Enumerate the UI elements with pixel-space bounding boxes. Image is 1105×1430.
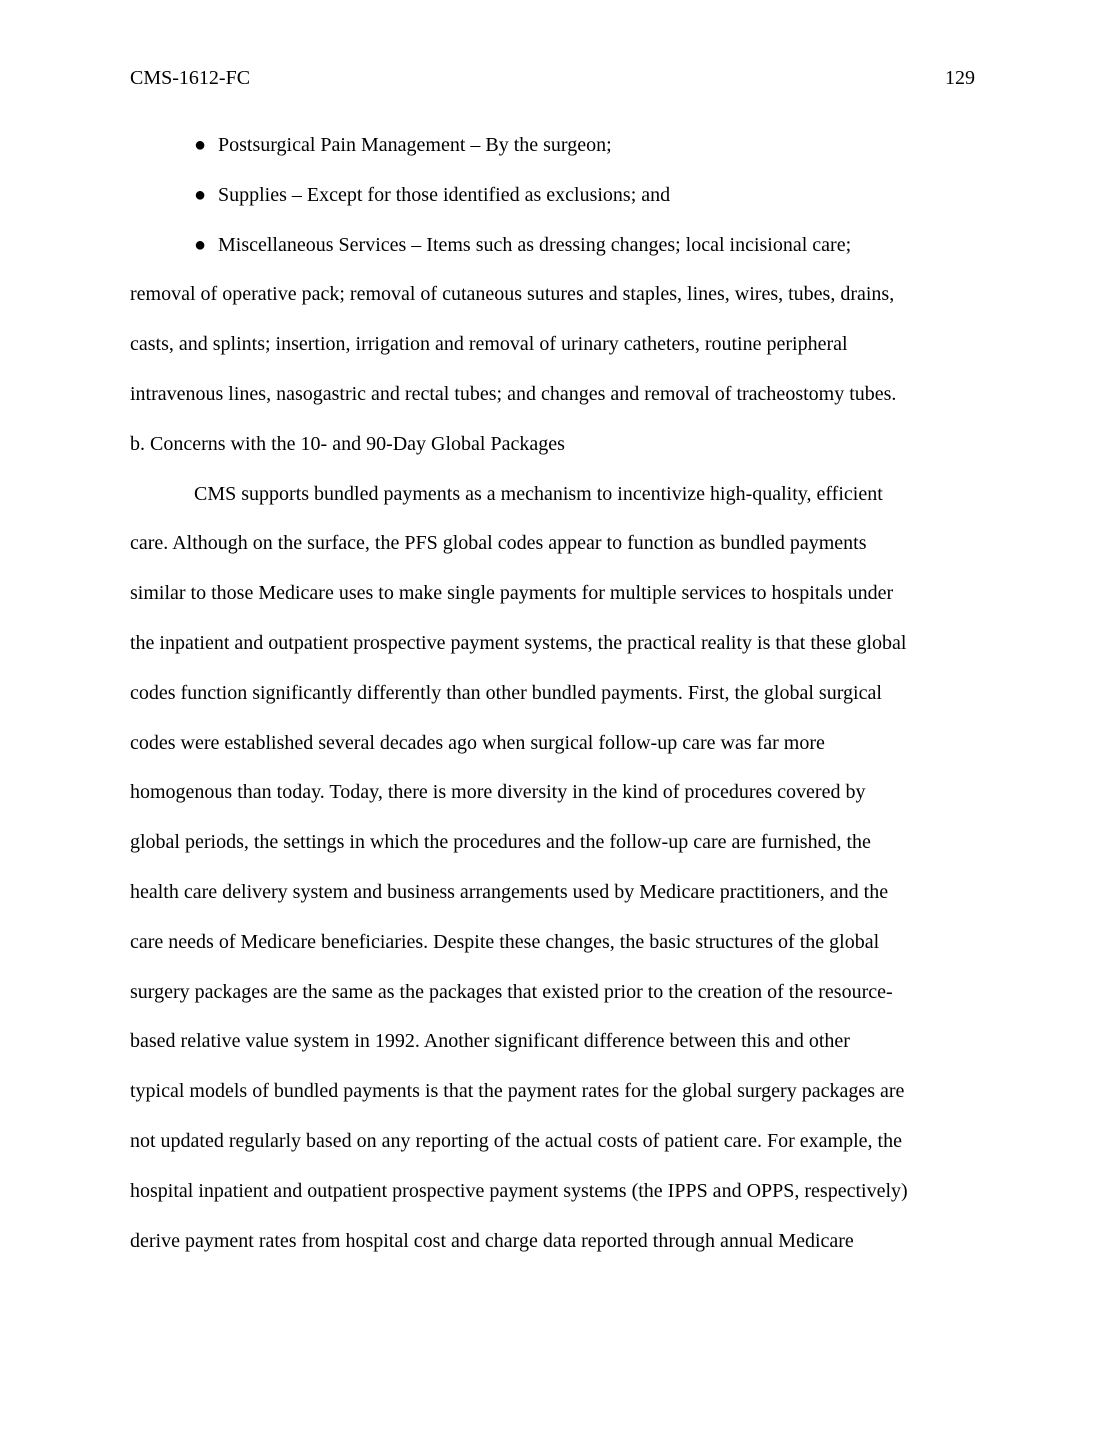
paragraph-line: codes were established several decades ago when surgical follow-up care was far more <box>130 731 825 754</box>
paragraph-line: CMS supports bundled payments as a mechanism to incentivize high-quality, efficient <box>194 482 883 505</box>
paragraph-line: not updated regularly based on any reporting of the actual costs of patient care. For example, the <box>130 1129 902 1152</box>
paragraph-line: global periods, the settings in which the procedures and the follow-up care are furnished, the <box>130 831 871 854</box>
page-number: 129 <box>945 67 975 89</box>
paragraph-line: the inpatient and outpatient prospective payment systems, the practical reality is that these global <box>130 631 907 654</box>
paragraph-line: health care delivery system and business arrangements used by Medicare practitioners, and the <box>130 880 889 903</box>
bullet-continuation-line: casts, and splints; insertion, irrigation and removal of urinary catheters, routine peripheral <box>130 333 848 356</box>
bullet-dot-icon: ● <box>194 233 207 256</box>
paragraph-line: typical models of bundled payments is that the payment rates for the global surgery packages are <box>130 1080 905 1103</box>
paragraph-line: derive payment rates from hospital cost and charge data reported through annual Medicare <box>130 1229 854 1252</box>
bullet-dot-icon: ● <box>194 183 207 206</box>
paragraph-line: care needs of Medicare beneficiaries. Despite these changes, the basic structures of the global <box>130 930 880 953</box>
bullet-continuation-line: removal of operative pack; removal of cutaneous sutures and staples, lines, wires, tubes, drains, <box>130 283 895 306</box>
bullet-continuation-line: intravenous lines, nasogastric and rectal tubes; and changes and removal of tracheostomy tubes. <box>130 382 897 405</box>
bullet-item-postsurgical-pain <box>130 121 980 171</box>
paragraph-line: similar to those Medicare uses to make single payments for multiple services to hospitals under <box>130 582 894 605</box>
body-text <box>130 121 980 1266</box>
paragraph-line: hospital inpatient and outpatient prospective payment systems (the IPPS and OPPS, respectively) <box>130 1179 908 1202</box>
section-heading: b. Concerns with the 10- and 90-Day Global Packages <box>130 432 565 455</box>
document-id: CMS-1612-FC <box>130 67 251 89</box>
bullet-dot-icon: ● <box>194 134 207 156</box>
bullet-text: Supplies – Except for those identified as exclusions; and <box>218 183 671 206</box>
paragraph-line: based relative value system in 1992. Another significant difference between this and other <box>130 1030 850 1053</box>
bullet-text: Postsurgical Pain Management – By the surgeon; <box>218 134 612 156</box>
bullet-text-line: Miscellaneous Services – Items such as dressing changes; local incisional care; <box>218 233 852 256</box>
paragraph-line: surgery packages are the same as the packages that existed prior to the creation of the resource- <box>130 980 893 1003</box>
bullet-item-supplies <box>130 171 980 221</box>
paragraph <box>130 470 980 1267</box>
paragraph-line: homogenous than today. Today, there is more diversity in the kind of procedures covered by <box>130 781 866 804</box>
paragraph-line: codes function significantly differently than other bundled payments. First, the global surgical <box>130 681 882 704</box>
paragraph-line: care. Although on the surface, the PFS global codes appear to function as bundled payments <box>130 532 867 555</box>
bullet-item-miscellaneous-services <box>130 221 980 271</box>
